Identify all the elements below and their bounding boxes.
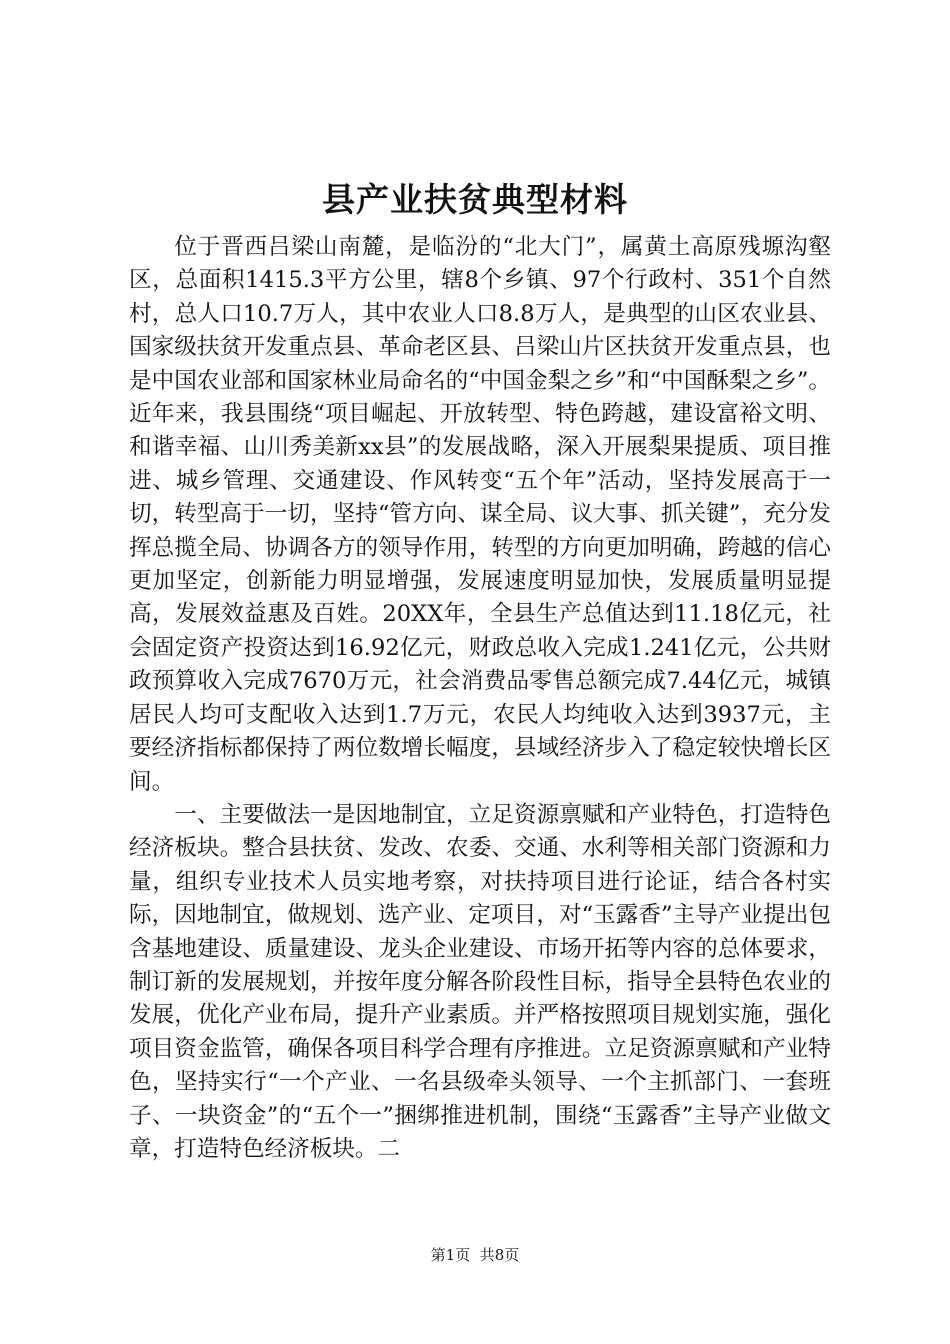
body-paragraph-1: 位于晋西吕梁山南麓，是临汾的“北大门”，属黄土高原残塬沟壑区，总面积1415.3平方公里，辖8个乡镇、97个行政村、351个自然村，总人口10.7万人，其中农业人口8.8万人，是典型的山区农业县、国家级扶贫开发重点县、革命老区县、吕梁山片区扶贫开发重点县，也是中国农业部和国家林业局命名的“中国金梨之乡”和“中国酥梨之乡”。近年来，我县围绕“项目崛起、开放转型、特色跨越，建设富裕文明、和谐幸福、山川秀美新xx县”的发展战略，深入开展梨果提质、项目推进、城乡管理、交通建设、作风转变“五个年”活动，坚持发展高于一切，转型高于一切，坚持“管方向、谋全局、议大事、抓关键”，充分发挥总揽全局、协调各方的领导作用，转型的方向更加明确，跨越的信心更加坚定，创新能力明显增强，发展速度明显加快，发展质量明显提高，发展效益惠及百姓。20XX年，全县生产总值达到11.18亿元，社会固定资产投资达到16.92亿元，财政总收入完成1.241亿元，公共财政预算收入完成7670万元，社会消费品零售总额完成7.44亿元，城镇居民人均可支配收入达到1.7万元，农民人均纯收入达到3937元，主要经济指标都保持了两位数增长幅度，县域经济步入了稳定较快增长区间。 [129,234,831,795]
page-footer [0,1245,950,1265]
document-body [129,231,831,1166]
document-title: 县产业扶贫典型材料 [322,180,628,219]
page-number: 第1页 [430,1246,471,1264]
footer-spacer [470,1246,480,1264]
body-paragraph-2: 一、主要做法一是因地制宜，立足资源禀赋和产业特色，打造特色经济板块。整合县扶贫、发改、农委、交通、水利等相关部门资源和力量，组织专业技术人员实地考察，对扶持项目进行论证，结合各村实际，因地制宜，做规划、选产业、定项目，对“玉露香”主导产业提出包含基地建设、质量建设、龙头企业建设、市场开拓等内容的总体要求，制订新的发展规划，并按年度分解各阶段性目标，指导全县特色农业的发展，优化产业布局，提升产业素质。并严格按照项目规划实施，强化项目资金监管，确保各项目科学合理有序推进。立足资源禀赋和产业特色，坚持实行“一个产业、一名县级牵头领导、一个主抓部门、一套班子、一块资金”的“五个一”捆绑推进机制，围绕“玉露香”主导产业做文章，打造特色经济板块。二 [129,801,831,1162]
page-total: 共8页 [479,1246,520,1264]
